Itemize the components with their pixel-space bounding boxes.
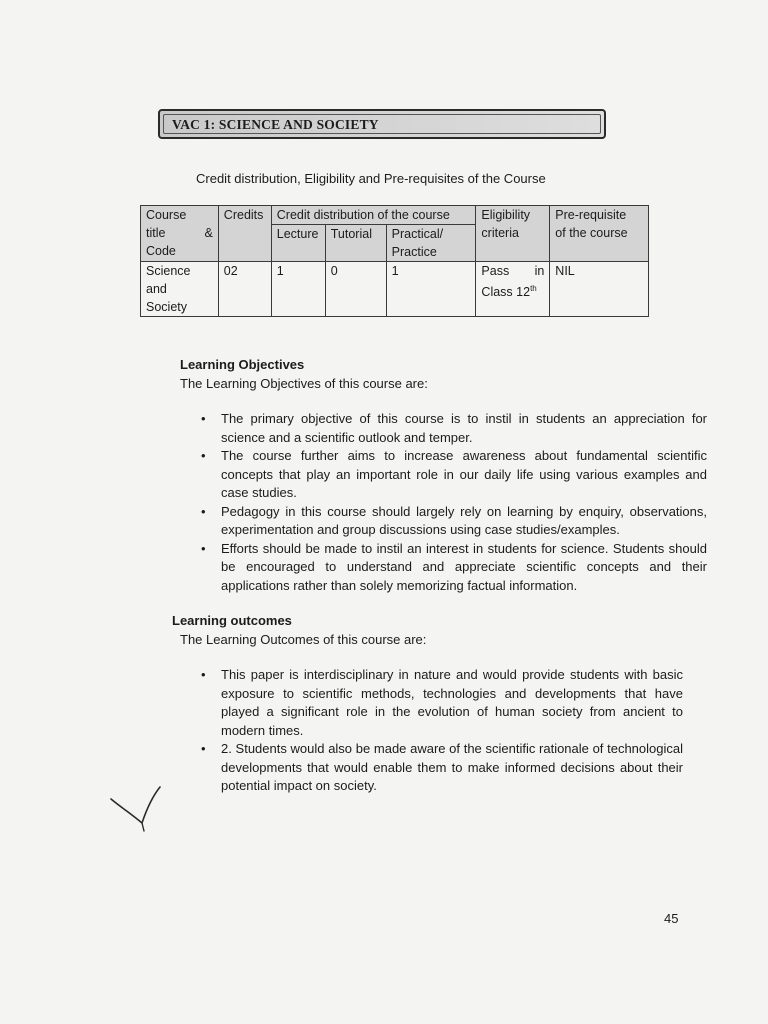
cell-tutorial: 0	[325, 262, 386, 317]
course-title: VAC 1: SCIENCE AND SOCIETY	[172, 117, 379, 132]
cell-credits: 02	[218, 262, 271, 317]
header-credit-distribution: Credit distribution of the course	[271, 206, 476, 225]
learning-objectives-heading: Learning Objectives	[180, 357, 305, 372]
table-row	[141, 262, 649, 317]
header-credits: Credits	[218, 206, 271, 262]
cell-course-line3: Society	[146, 300, 187, 314]
cell-prerequisite: NIL	[550, 262, 649, 317]
header-tutorial: Tutorial	[325, 225, 386, 262]
learning-outcomes-list	[199, 666, 683, 796]
header-eligibility-line1: Eligibility	[481, 208, 531, 222]
list-item: • Efforts should be made to instil an interest in students for science. Students should be encouraged to understand and appreciate scientific concepts and their applications rather than solely memorizing factual information.	[199, 540, 707, 596]
header-prerequisite	[550, 206, 649, 262]
list-item: • This paper is interdisciplinary in nature and would provide students with basic exposure to scientific methods, technologies and developments that have played a significant role in the evolution of human society from ancient to modern times.	[199, 666, 683, 740]
cell-eligibility-in: in	[534, 264, 545, 278]
list-item: • The primary objective of this course is to instil in students an appreciation for science and a scientific outlook and temper.	[199, 410, 707, 447]
learning-objectives-intro: The Learning Objectives of this course are:	[180, 376, 428, 391]
learning-objectives-list	[199, 410, 707, 595]
cell-eligibility-line1	[481, 262, 544, 280]
cell-course-line1: Science	[146, 264, 191, 278]
header-course-title-line3: Code	[146, 244, 176, 258]
header-eligibility-line2: criteria	[481, 226, 519, 240]
cell-practical: 1	[386, 262, 476, 317]
learning-outcomes-intro: The Learning Outcomes of this course are:	[180, 632, 427, 647]
list-item: • 2. Students would also be made aware of the scientific rationale of technological developments that would enable them to make informed decisions about their potential impact on society.	[199, 740, 683, 796]
header-course-title-word: title	[146, 226, 166, 240]
cell-eligibility-line2	[481, 280, 544, 301]
course-title-box	[158, 109, 606, 139]
list-item: • The course further aims to increase awareness about fundamental scientific concepts that play an important role in our daily life using various examples and case studies.	[199, 447, 707, 503]
table-caption: Credit distribution, Eligibility and Pre-requisites of the Course	[196, 171, 546, 186]
page-number: 45	[664, 911, 679, 926]
header-eligibility	[476, 206, 550, 262]
cell-course	[141, 262, 219, 317]
header-prerequisite-line2: of the course	[555, 226, 628, 240]
cell-eligibility-pass: Pass	[481, 264, 510, 278]
cell-eligibility	[476, 262, 550, 317]
header-practical-line2: Practice	[391, 245, 437, 259]
cell-lecture: 1	[271, 262, 325, 317]
learning-outcomes-heading: Learning outcomes	[172, 613, 292, 628]
header-lecture: Lecture	[271, 225, 325, 262]
header-course-title-amp: &	[204, 226, 213, 240]
header-prerequisite-line1: Pre-requisite	[555, 208, 627, 222]
credit-distribution-table	[140, 205, 649, 317]
cell-course-line2: and	[146, 282, 167, 296]
header-course-title-line2	[146, 224, 213, 242]
cell-eligibility-sup: th	[530, 284, 537, 293]
cell-eligibility-class: Class 12	[481, 285, 531, 300]
list-item: • Pedagogy in this course should largely rely on learning by enquiry, observations, experimentation and group discussions using case studies/examples.	[199, 503, 707, 540]
header-practical-line1: Practical/	[391, 227, 444, 241]
header-course-title-line1: Course	[146, 208, 187, 222]
table-header-row	[141, 206, 649, 225]
header-practical	[386, 225, 476, 262]
checkmark-icon	[108, 783, 164, 833]
header-course-title	[141, 206, 219, 262]
